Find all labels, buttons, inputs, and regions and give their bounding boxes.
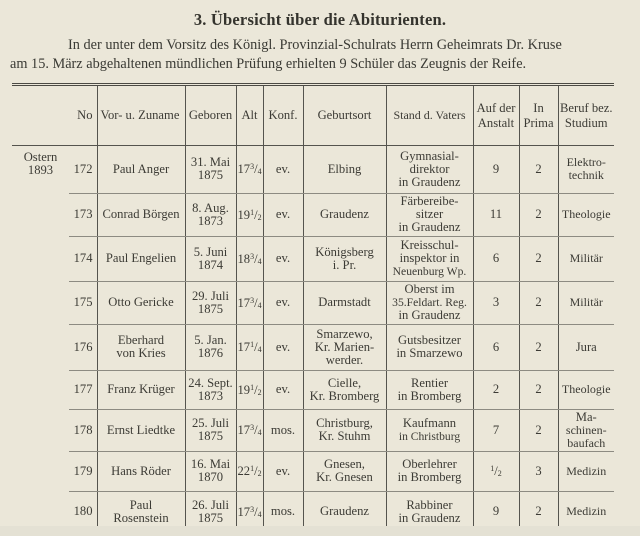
father-line1: Oberst im [404,282,455,296]
student-number: 176 [69,324,97,370]
table-row [12,236,614,281]
father-line3: in Graudenz [398,174,461,189]
years-in-prima: 2 [519,409,558,451]
age-years: 17 [237,423,251,437]
header-no: No [69,85,97,146]
section-title: 3. Übersicht über die Abiturienten. [193,10,447,29]
header-father: Stand d. Vaters [386,85,473,146]
age-years: 22 [237,464,251,478]
birth-date [185,451,236,491]
intended-career [558,193,614,236]
birthplace-line1: Cielle, [327,375,362,390]
father-occupation [386,409,473,451]
age-years: 18 [237,251,251,266]
age-years: 19 [237,207,251,222]
confession: mos. [263,491,303,532]
intro-line-1: In der unter dem Vorsitz des Königl. Provinzial-Schulrats Herrn Geheimrats Dr. Kruse [68,37,562,53]
student-name-line1: Paul Engelien [105,251,177,265]
table-row [12,409,614,451]
father-occupation [386,324,473,370]
intro-line-2: am 15. März abgehaltenen mündlichen Prüfung erhielten 9 Schüler das Zeugnis der Reife. [10,56,527,72]
table-row [12,451,614,491]
birth-date-day: 25. Juli [191,416,230,430]
years-in-prima: 2 [519,236,558,281]
student-name [97,146,185,194]
student-number: 179 [69,451,97,491]
confession: ev. [263,451,303,491]
birth-date [185,409,236,451]
birth-date-day: 31. Mai [190,155,231,170]
age-fraction-denominator: 4 [257,167,262,177]
father-occupation [386,193,473,236]
age-fraction-denominator: 4 [257,509,262,519]
age: $17^3/_4$ [236,491,263,532]
age: $17^1/_4$ [236,324,263,370]
years-at-school [473,193,519,236]
father-line2: inspektor in [399,251,460,265]
years-at-school-value: 9 [492,161,500,176]
birthplace-line1: Königsberg [315,244,374,259]
intended-career [558,370,614,409]
age-years: 17 [237,162,251,177]
career-line2: technik [568,168,604,183]
student-name-line2: von Kries [116,346,166,360]
birthplace [303,236,386,281]
birthplace-line1: Smarzewo, [316,326,373,341]
birth-date-year: 1874 [197,257,224,272]
student-name [97,281,185,324]
semester-cell [12,146,69,194]
birth-date-year: 1876 [197,346,224,360]
career-line1: Militär [569,295,603,309]
table-row [12,281,614,324]
birthplace-line3: werder. [325,352,364,367]
years-at-school [473,236,519,281]
age: $19^1/_2$ [236,370,263,409]
father-occupation [386,146,473,194]
father-line1: Gymnasial- [400,148,459,163]
age-fraction-denominator: 4 [257,428,262,437]
age-fraction-numerator: 1 [250,464,255,473]
birthplace [303,409,386,451]
student-number: 177 [69,370,97,409]
birth-date-year: 1875 [197,168,224,183]
age: $17^3/_4$ [236,409,263,451]
semester-cell [12,370,69,409]
father-occupation [386,370,473,409]
birth-date-day: 26. Juli [191,497,230,512]
career-line1: Theologie [561,382,611,396]
career-line1: Medizin [566,504,607,518]
career-line1: Ma- [575,409,597,424]
semester-label: Ostern [23,150,58,164]
birth-date [185,236,236,281]
father-line2: sitzer [415,207,444,221]
birth-date [185,370,236,409]
birth-date-day: 5. Juni [193,244,228,259]
age-fraction-denominator: 2 [257,387,262,397]
birthplace-line1: Gnesen, [324,457,365,471]
confession: ev. [263,146,303,194]
birth-date [185,193,236,236]
confession: ev. [263,193,303,236]
header-at-school-line1: Auf der [476,100,516,115]
career-line3: baufach [567,435,606,450]
student-name [97,451,185,491]
years-in-prima: 2 [519,146,558,194]
years-at-school-value: 9 [492,504,500,518]
years-at-school [473,370,519,409]
header-at-school-line2: Anstalt [477,115,515,130]
confession: mos. [263,409,303,451]
career-line1: Theologie [561,207,611,221]
semester-cell [12,193,69,236]
years-at-school-value: 2 [492,382,500,396]
student-name-line1: Eberhard [117,333,165,347]
birth-date-year: 1875 [197,510,224,525]
semester-cell [12,281,69,324]
header-age: Alt [236,85,263,146]
birthplace [303,324,386,370]
age-years: 17 [237,504,251,519]
years-at-school-value: 7 [492,422,500,437]
birth-date-day: 16. Mai [190,457,231,471]
student-name [97,409,185,451]
age-fraction-denominator: 4 [257,345,262,354]
father-occupation [386,281,473,324]
graduates-table [12,83,614,532]
years-at-school-denominator: 2 [497,469,502,478]
age-fraction-numerator: 3 [250,162,255,172]
student-number: 178 [69,409,97,451]
header-in-prima-line2: Prima [523,115,554,130]
birthplace-line1: Graudenz [320,207,369,221]
birthplace-line2: i. Pr. [332,257,357,272]
header-confession: Konf. [263,85,303,146]
father-line1: Gutsbesitzer [398,333,461,347]
father-line2: in Smarzewo [396,346,463,360]
father-line1: Kreisschul- [400,238,459,252]
intro-paragraph [10,36,622,74]
father-line3: Neuenburg Wp. [392,265,467,278]
birth-date-year: 1875 [197,429,224,443]
student-number: 180 [73,504,93,518]
header-at-school [473,85,519,146]
years-at-school [473,451,519,491]
years-at-school-value: 6 [492,339,500,354]
intended-career [558,146,614,194]
father-line2: in Bromberg [397,388,462,403]
student-name-line1: Otto Gericke [108,295,174,309]
student-name [97,236,185,281]
birth-date-day: 29. Juli [191,288,230,303]
years-at-school [473,409,519,451]
father-line1: Kaufmann [402,416,457,430]
header-birthplace: Geburtsort [303,85,386,146]
confession: ev. [263,236,303,281]
birthplace [303,370,386,409]
years-in-prima: 2 [519,281,558,324]
years-at-school-value: 11 [489,207,503,221]
father-line1: Oberlehrer [402,457,457,471]
years-at-school [473,324,519,370]
header-career-line1: Beruf bez. [560,100,613,115]
table-row [12,146,614,194]
table-header-row [12,85,614,146]
age-fraction-denominator: 4 [257,256,262,266]
confession: ev. [263,324,303,370]
years-in-prima: 2 [519,491,558,532]
career-line1: Jura [575,339,597,354]
header-born: Geboren [185,85,236,146]
birthplace-line1: Graudenz [320,504,369,518]
age: $19^1/_2$ [236,193,263,236]
age-fraction-numerator: 3 [250,295,255,305]
career-line1: Medizin [566,463,607,478]
intended-career [558,451,614,491]
header-career-line2: Studium [564,115,608,130]
birth-date-year: 1873 [197,213,224,228]
birthplace-line1: Darmstadt [318,295,371,309]
age-years: 17 [237,340,251,354]
semester-cell [12,451,69,491]
age-fraction-numerator: 1 [250,382,255,392]
birthplace [303,146,386,194]
semester-cell [12,324,69,370]
age-fraction-numerator: 1 [250,340,255,349]
father-line3: in Graudenz [398,308,461,322]
birthplace [303,281,386,324]
birthplace [303,451,386,491]
confession: ev. [263,281,303,324]
father-occupation [386,236,473,281]
father-line2: in Graudenz [398,510,461,525]
birthplace-line2: Kr. Marien- [314,339,375,354]
student-number: 175 [69,281,97,324]
father-line3: in Graudenz [398,220,461,234]
intended-career [558,236,614,281]
years-in-prima: 2 [519,370,558,409]
birthplace-line1: Elbing [327,161,362,176]
age-fraction-numerator: 3 [250,251,255,261]
birth-date [185,324,236,370]
age: $17^3/_4$ [236,281,263,324]
student-number: 174 [69,236,97,281]
table-row [12,370,614,409]
years-at-school-value: 6 [492,251,500,265]
age-fraction-denominator: 2 [257,469,262,478]
father-line1: Färbereibe- [400,194,459,208]
years-in-prima: 3 [519,451,558,491]
birthplace-line2: Kr. Stuhm [318,429,371,443]
father-line2: in Bromberg [397,470,462,484]
age-years: 19 [237,382,251,397]
header-name: Vor- u. Zuname [97,85,185,146]
student-name [97,324,185,370]
years-at-school [473,281,519,324]
student-number: 173 [69,193,97,236]
header-career [558,85,614,146]
student-name [97,370,185,409]
student-name-line1: Hans Röder [111,463,171,478]
header-in-prima [519,85,558,146]
intended-career [558,409,614,451]
page-bottom-edge [0,526,640,536]
years-in-prima: 2 [519,324,558,370]
father-line1: Rentier [410,375,449,390]
career-line1: Elektro- [566,155,606,170]
birth-date [185,146,236,194]
birth-date-year: 1873 [197,388,224,403]
father-line2: 35.Feldart. Reg. [392,296,467,309]
birth-date-year: 1875 [197,301,224,316]
birth-date-day: 8. Aug. [192,200,229,215]
career-line1: Militär [569,251,603,265]
age-fraction-numerator: 3 [250,504,255,514]
father-occupation [386,451,473,491]
birth-date-day: 24. Sept. [188,375,233,390]
birth-date-year: 1870 [197,470,224,484]
years-in-prima: 2 [519,193,558,236]
birthplace [303,193,386,236]
student-name-line2: Rosenstein [113,510,169,525]
intended-career [558,281,614,324]
age-fraction-denominator: 4 [257,300,262,310]
semester-cell [12,236,69,281]
father-line2: in Christburg [398,430,461,443]
student-name-line1: Paul [129,497,153,512]
student-name [97,193,185,236]
student-name-line1: Paul Anger [112,161,170,176]
years-at-school [473,146,519,194]
father-line1: Rabbiner [406,497,453,512]
father-line2: direktor [409,161,450,176]
age-fraction-denominator: 2 [257,212,262,222]
birthplace-line2: Kr. Gnesen [316,470,373,484]
student-name-line1: Franz Krüger [107,382,175,396]
student-name-line1: Conrad Börgen [102,207,180,221]
years-at-school-numerator: 1 [490,464,495,473]
semester-cell [12,409,69,451]
student-name-line1: Ernst Liedtke [106,422,176,437]
career-line2: schinen- [565,422,607,437]
age-fraction-numerator: 3 [250,423,255,432]
student-number: 172 [69,146,97,194]
birth-date [185,281,236,324]
header-in-prima-line1: In [533,100,544,115]
birth-date-day: 5. Jan. [194,333,227,347]
confession: ev. [263,370,303,409]
years-at-school-value: 3 [492,295,500,309]
age: $17^3/_4$ [236,146,263,194]
table-row [12,193,614,236]
header-semester [12,85,69,146]
years-at-school-fraction: $^1/_2$ [490,464,502,478]
age-fraction-numerator: 1 [250,207,255,217]
age: $22^1/_2$ [236,451,263,491]
birthplace-line1: Christburg, [316,416,373,430]
table-row [12,324,614,370]
age: $18^3/_4$ [236,236,263,281]
birthplace-line2: Kr. Bromberg [309,388,380,403]
semester-year: 1893 [27,163,54,177]
age-years: 17 [237,295,251,310]
intended-career [558,324,614,370]
